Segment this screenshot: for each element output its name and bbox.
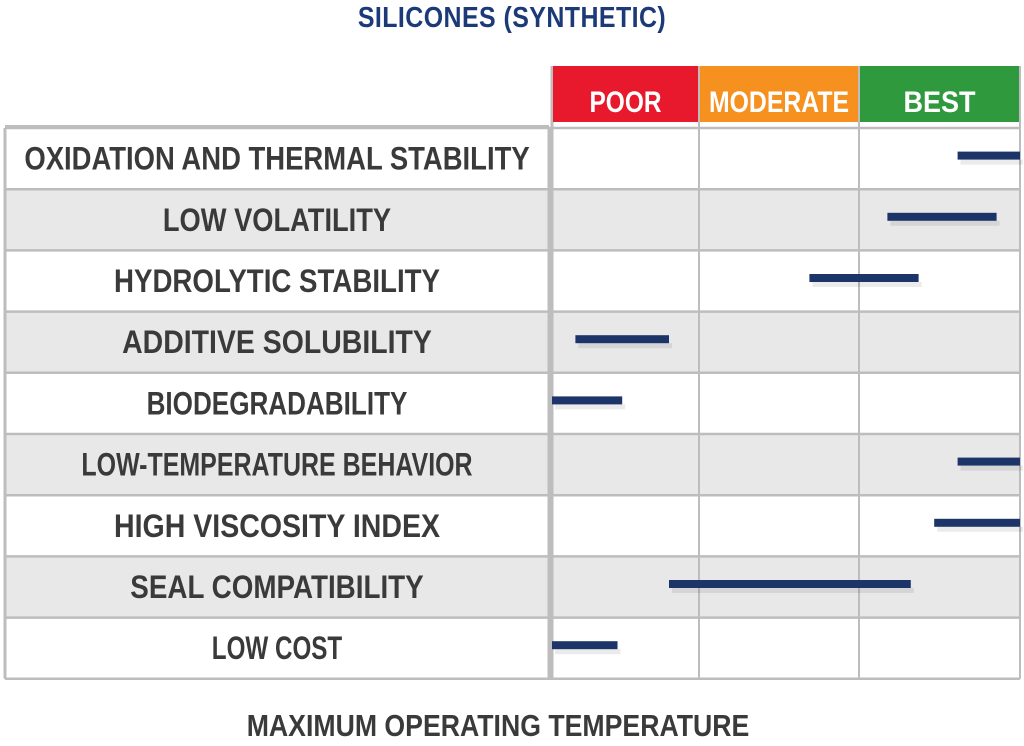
row-label: HIGH VISCOSITY INDEX	[114, 507, 441, 544]
range-bar-shadow	[961, 160, 1023, 165]
header-label-poor: POOR	[589, 86, 662, 119]
range-bar	[958, 458, 1020, 466]
row-label: ADDITIVE SOLUBILITY	[122, 324, 432, 361]
rating-header	[553, 66, 1019, 122]
range-bar-shadow	[890, 221, 999, 226]
range-bar-shadow	[937, 527, 1023, 532]
range-bar	[887, 213, 996, 221]
range-bar-shadow	[961, 466, 1023, 471]
range-bar-shadow	[812, 282, 921, 287]
row-label: HYDROLYTIC STABILITY	[114, 263, 440, 299]
range-bar	[669, 580, 911, 588]
range-bar-shadow	[578, 343, 672, 348]
header-label-moderate: MODERATE	[709, 86, 849, 119]
range-bar	[809, 274, 918, 282]
range-bar-shadow	[555, 649, 621, 654]
range-bar	[958, 152, 1020, 160]
row-label: OXIDATION AND THERMAL STABILITY	[24, 140, 530, 177]
row-background	[5, 189, 1020, 250]
row-label: BIODEGRADABILITY	[146, 385, 408, 422]
header-label-best: BEST	[903, 86, 976, 119]
row-label: SEAL COMPATIBILITY	[130, 569, 424, 605]
row-label: LOW COST	[211, 630, 343, 667]
range-bar	[575, 335, 669, 343]
chart-footer: MAXIMUM OPERATING TEMPERATURE	[246, 708, 750, 743]
range-bar	[552, 396, 622, 404]
range-bar	[934, 519, 1020, 527]
range-bar-shadow	[672, 588, 914, 593]
chart-title: SILICONES (SYNTHETIC)	[357, 2, 667, 34]
row-label: LOW-TEMPERATURE BEHAVIOR	[81, 446, 473, 483]
range-bar-shadow	[555, 404, 625, 409]
row-label: LOW VOLATILITY	[162, 201, 392, 238]
range-bar	[552, 641, 618, 649]
row-background	[5, 618, 1020, 679]
